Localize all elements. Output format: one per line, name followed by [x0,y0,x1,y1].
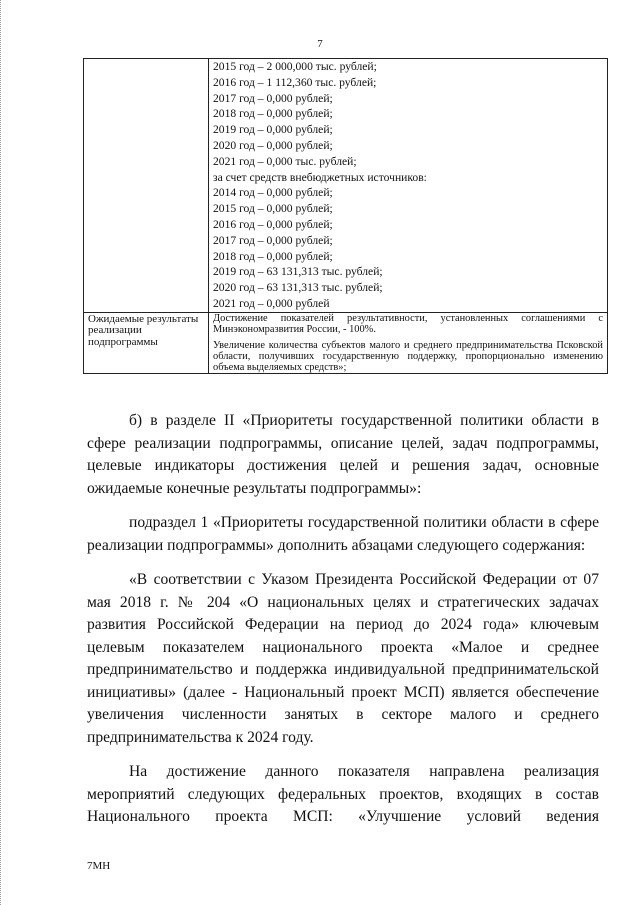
amendment-paragraph: б) в разделе II «Приоритеты государственной политики области в сфере реализации подпрограммы, описание целей, задач подпрограммы, целевые индикаторы достижения целей и решения задач, основные ожидаемые конечные результаты подпрограммы»: [87,412,599,497]
financing-line: 2020 год – 0,000 рублей; [213,138,333,152]
amendment-paragraph: «В соответствии с Указом Президента Российской Федерации от 07 мая 2018 г. № 204 «О национальных целях и стратегических задачах развития Российской Федерации на период до 2024 года» ключевым целевым показателем национального проекта «Малое и среднее предпринимательство и поддержка индивидуальной предпринимательской инициативы» (далее - Национальный проект МСП) является обеспечение увеличения численности занятых в секторе малого и среднего предпринимательства к 2024 году. [87,571,599,746]
expected-results-row [84,312,608,373]
financing-line: 2014 год – 0,000 рублей; [213,186,333,200]
amendment-paragraph: подраздел 1 «Приоритеты государственной политики области в сфере реализации подпрограммы» дополнить абзацами следующего содержания: [87,514,599,554]
financing-source-heading: за счет средств внебюджетных источников: [213,170,427,184]
financing-line: 2018 год – 0,000 рублей; [213,107,333,121]
body-text [87,410,599,829]
expected-result-item: Увеличение количества субъектов малого и среднего предпринимательства Псковской области, получивших государственную поддержку, пропорционально изменению объема выделяемых средств»; [213,339,603,373]
financing-label-cell [84,59,209,313]
expected-results-label: Ожидаемые результаты реализации подпрограммы [88,312,199,348]
page-number: 7 [317,38,323,50]
financing-line: 2015 год – 0,000 рублей; [213,202,333,216]
financing-line: 2016 год – 0,000 рублей; [213,217,333,231]
financing-line: 2021 год – 0,000 тыс. рублей; [213,154,357,168]
financing-line: 2019 год – 63 131,313 тыс. рублей; [213,265,383,279]
expected-results-cell [209,312,608,373]
financing-row [84,59,608,313]
financing-line: 2016 год – 1 112,360 тыс. рублей; [213,75,377,89]
financing-line: 2021 год – 0,000 рублей [213,296,330,310]
financing-line: 2017 год – 0,000 рублей; [213,233,333,247]
subprogram-passport-table [83,58,608,374]
expected-result-item: Достижение показателей результативности, установленных соглашениями с Минэкономразвития России, - 100%. [213,312,603,335]
financing-line: 2019 год – 0,000 рублей; [213,123,333,137]
page-left-edge [0,0,5,905]
financing-values-cell [209,59,608,313]
financing-line: 2017 год – 0,000 рублей; [213,91,333,105]
expected-results-label-cell [84,312,209,373]
financing-line: 2015 год – 2 000,000 тыс. рублей; [213,60,377,73]
financing-line: 2018 год – 0,000 рублей; [213,249,333,263]
footer-code: 7МН [87,860,111,872]
amendment-paragraph: На достижение данного показателя направлена реализация мероприятий следующих федеральных проектов, входящих в состав Национального проекта МСП: «Улучшение условий ведения [87,763,599,825]
financing-line: 2020 год – 63 131,313 тыс. рублей; [213,281,383,295]
